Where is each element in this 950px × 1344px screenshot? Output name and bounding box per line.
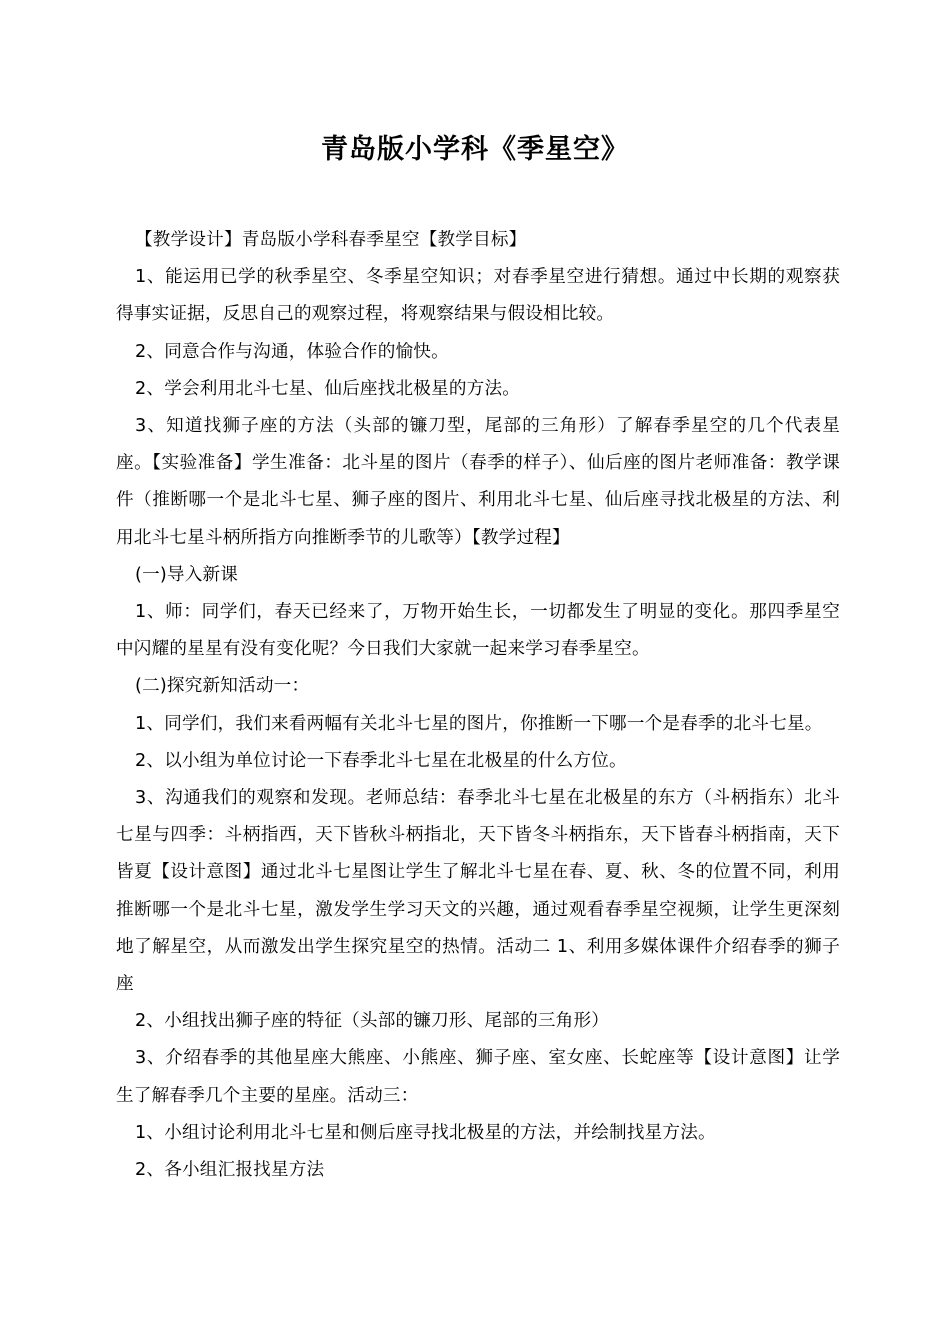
paragraph: 2、学会利用北斗七星、仙后座找北极星的方法。	[135, 378, 521, 399]
paragraph: 3、知道找狮子座的方法（头部的镰刀型，尾部的三角形）了解春季星空的几个代表星座。【实验准备】学生准备：北斗星的图片（春季的样子）、仙后座的图片老师准备：教学课件（推断哪一个是北斗七星、狮子座的图片、利用北斗七星、仙后座寻找北极星的方法、利用北斗七星斗柄所指方向推断季节的儿歌等）【教学过程】	[116, 416, 840, 548]
paragraph: 1、师：同学们，春天已经来了，万物开始生长，一切都发生了明显的变化。那四季星空中闪耀的星星有没有变化呢？今日我们大家就一起来学习春季星空。	[116, 602, 840, 660]
paragraph: 2、各小组汇报找星方法	[135, 1160, 325, 1181]
paragraph: 3、沟通我们的观察和发现。老师总结：春季北斗七星在北极星的东方（斗柄指东）北斗七星与四季：斗柄指西，天下皆秋斗柄指北，天下皆冬斗柄指东，天下皆春斗柄指南，天下皆夏【设计意图】通过北斗七星图让学生了解北斗七星在春、夏、秋、冬的位置不同，利用推断哪一个是北斗七星，激发学生学习天文的兴趣，通过观看春季星空视频，让学生更深刻地了解星空，从而激发出学生探究星空的热情。活动二 1、利用多媒体课件介绍春季的狮子座	[116, 788, 840, 995]
paragraph: 3、介绍春季的其他星座大熊座、小熊座、狮子座、室女座、长蛇座等【设计意图】让学生了解春季几个主要的星座。活动三：	[116, 1048, 840, 1106]
paragraph: 1、同学们，我们来看两幅有关北斗七星的图片，你推断一下哪一个是春季的北斗七星。	[135, 713, 823, 734]
section-heading: (二)探究新知活动一：	[135, 676, 310, 697]
paragraph: 2、同意合作与沟通，体验合作的愉快。	[135, 341, 449, 362]
document-title: 青岛版小学科《季星空》	[321, 134, 629, 165]
paragraph: 2、以小组为单位讨论一下春季北斗七星在北极星的什么方位。	[135, 750, 627, 771]
paragraph: 【教学设计】青岛版小学科春季星空【教学目标】	[135, 230, 527, 250]
paragraph: 1、小组讨论利用北斗七星和侧后座寻找北极星的方法，并绘制找星方法。	[135, 1122, 716, 1143]
paragraph: 1、能运用已学的秋季星空、冬季星空知识；对春季星空进行猜想。通过中长期的观察获得事实证据，反思自己的观察过程，将观察结果与假设相比较。	[116, 267, 840, 325]
document-body	[116, 222, 840, 1189]
section-heading: (一)导入新课	[135, 564, 239, 585]
paragraph: 2、小组找出狮子座的特征（头部的镰刀形、尾部的三角形）	[135, 1011, 610, 1032]
